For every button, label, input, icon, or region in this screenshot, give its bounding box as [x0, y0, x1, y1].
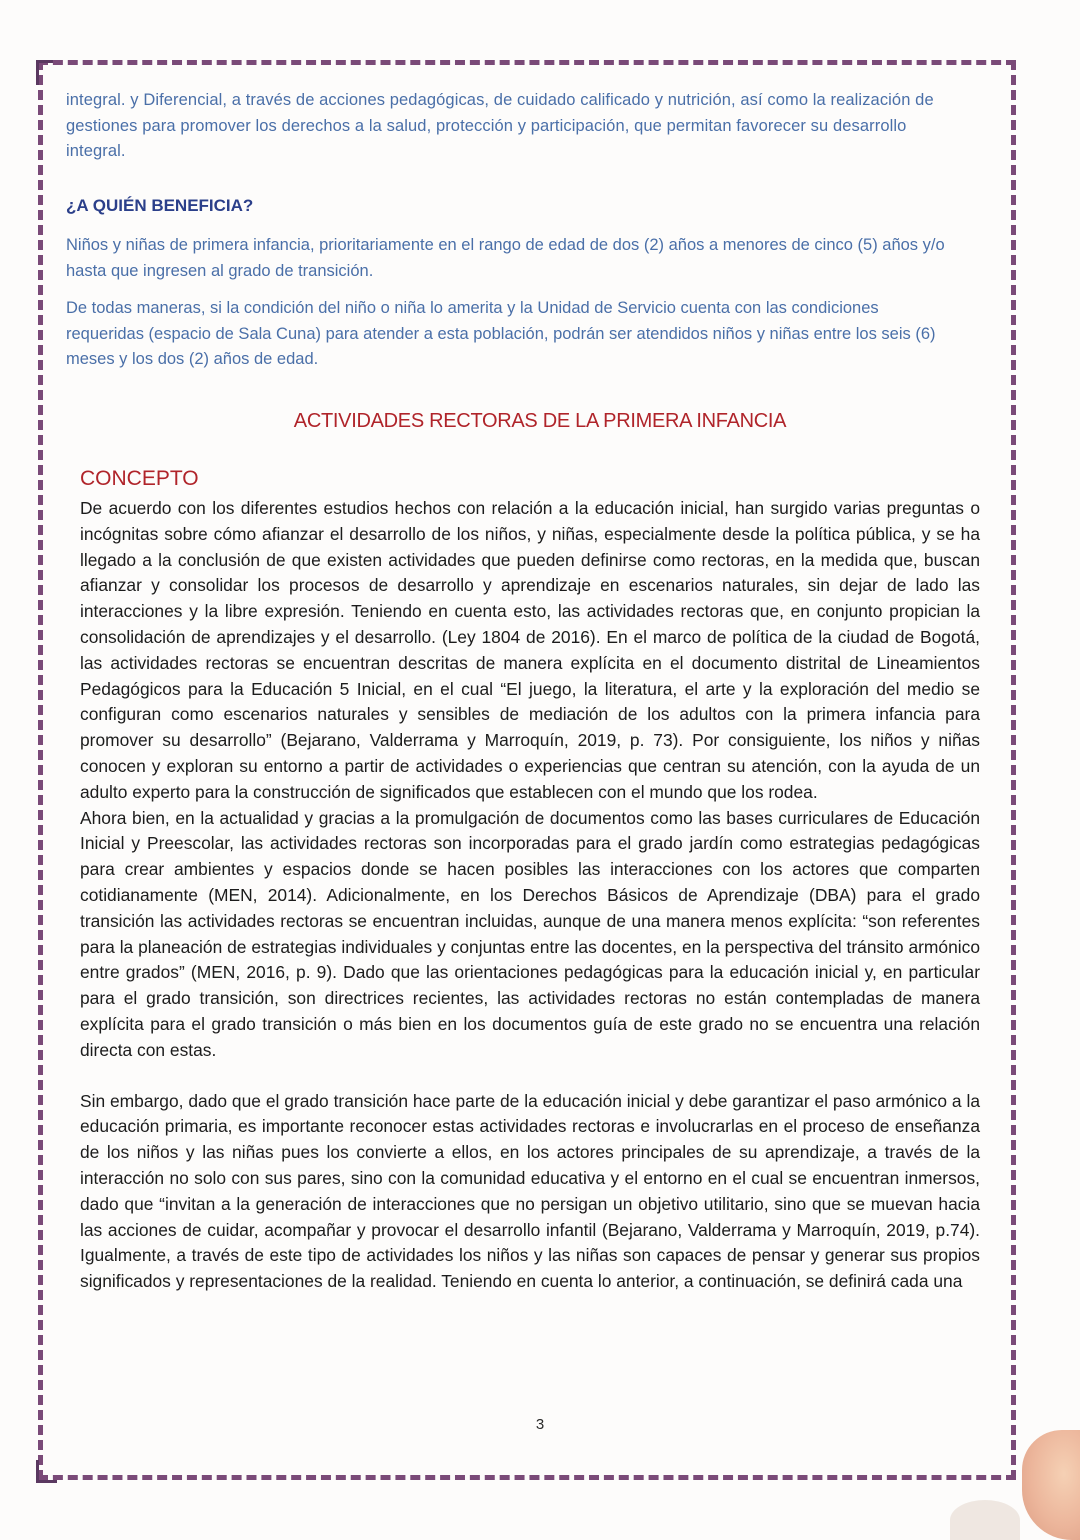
page-number: 3	[535, 1416, 545, 1433]
frame-corner-top-left	[36, 60, 53, 85]
beneficia-paragraph-2: De todas maneras, si la condición del niño o niña lo amerita y la Unidad de Servicio cuenta con las condiciones requeridas (espacio de Sala Cuna) para atender a esta población, podrán ser atendidos niños y niñas entre los seis (6) meses y los dos (2) años de edad.	[66, 299, 936, 368]
beneficia-heading: ¿A QUIÉN BENEFICIA?	[66, 196, 254, 215]
paper-shadow	[950, 1500, 1020, 1540]
beneficia-paragraph-1: Niños y niñas de primera infancia, prioritariamente en el rango de edad de dos (2) años a menores de cinco (5) años y/o hasta que ingresen al grado de transición.	[66, 236, 945, 280]
concept-body	[80, 496, 980, 1295]
paper-edge-stain	[1022, 1430, 1080, 1540]
frame-corner-bottom-left	[36, 1460, 57, 1483]
beneficia-block	[66, 233, 956, 385]
concept-title: CONCEPTO	[80, 467, 199, 490]
section-title: ACTIVIDADES RECTORAS DE LA PRIMERA INFANCIA	[293, 410, 787, 432]
intro-paragraph: integral. y Diferencial, a través de acciones pedagógicas, de cuidado calificado y nutrición, así como la realización de gestiones para promover los derechos a la salud, protección y participación, que permitan favorecer su desarrollo integral.	[66, 91, 934, 160]
concept-paragraph-1: De acuerdo con los diferentes estudios hechos con relación a la educación inicial, han surgido varias preguntas o incógnitas sobre cómo afianzar el desarrollo de los niños, y niñas, especialmente desde la política pública, y se ha llegado a la conclusión de que existen actividades que pueden definirse como rectoras, en la medida que, buscan afianzar y consolidar los procesos de desarrollo y aprendizaje en escenarios naturales, sin dejar de lado las interacciones y la libre expresión. Teniendo en cuenta esto, las actividades rectoras que, en conjunto propician la consolidación de aprendizajes y el desarrollo. (Ley 1804 de 2016). En el marco de política de la ciudad de Bogotá, las actividades rectoras se encuentran descritas de manera explícita en el documento distrital de Lineamientos Pedagógicos para la Educación 5 Inicial, en el cual “El juego, la literatura, el arte y la exploración del medio se configuran como escenarios naturales y sensibles de mediación de los adultos con la primera infancia para promover su desarrollo” (Bejarano, Valderrama y Marroquín, 2019, p. 73). Por consiguiente, los niños y niñas conocen y exploran su entorno a partir de actividades o experiencias que centran su atención, con la ayuda de un adulto experto para la construcción de significados que establecen con el mundo que los rodea.	[80, 498, 980, 802]
concept-paragraph-3: Sin embargo, dado que el grado transición hace parte de la educación inicial y debe garantizar el paso armónico a la educación primaria, es importante reconocer estas actividades rectoras e involucrarlas en el proceso de enseñanza de los niños y las niñas pues los convierte a ellos, en los actores principales de su aprendizaje, a través de la interacción no solo con sus pares, sino con la comunidad educativa y el entorno en el cual se encuentran inmersos, dado que “invitan a la generación de interacciones que no persigan un objetivo utilitario, sino que se muevan hacia las acciones de cuidar, acompañar y provocar el desarrollo infantil (Bejarano, Valderrama y Marroquín, 2019, p.74). Igualmente, a través de este tipo de actividades los niños y las niñas son capaces de pensar y generar sus propios significados y representaciones de la realidad. Teniendo en cuenta lo anterior, a continuación, se definirá cada una	[80, 1090, 980, 1292]
intro-block	[66, 88, 956, 177]
concept-paragraph-2: Ahora bien, en la actualidad y gracias a la promulgación de documentos como las bases curriculares de Educación Inicial y Preescolar, las actividades rectoras son incorporadas para el grado jardín como estrategias pedagógicas para crear ambientes y espacios donde se hacen posibles las interacciones con los actores que comparten cotidianamente (MEN, 2014). Adicionalmente, en los Derechos Básicos de Aprendizaje (DBA) para el grado transición las actividades rectoras se encuentran incluidas, aunque de una manera menos explícita: “son referentes para la planeación de estrategias individuales y conjuntas entre las docentes, en la perspectiva del tránsito armónico entre grados” (MEN, 2016, p. 9). Dado que las orientaciones pedagógicas para la educación inicial y, en particular para el grado transición, son directrices recientes, las actividades rectoras no están contempladas de manera explícita para el grado transición o más bien en los documentos guía de este grado no se encuentra una relación directa con estas.	[80, 807, 980, 1060]
